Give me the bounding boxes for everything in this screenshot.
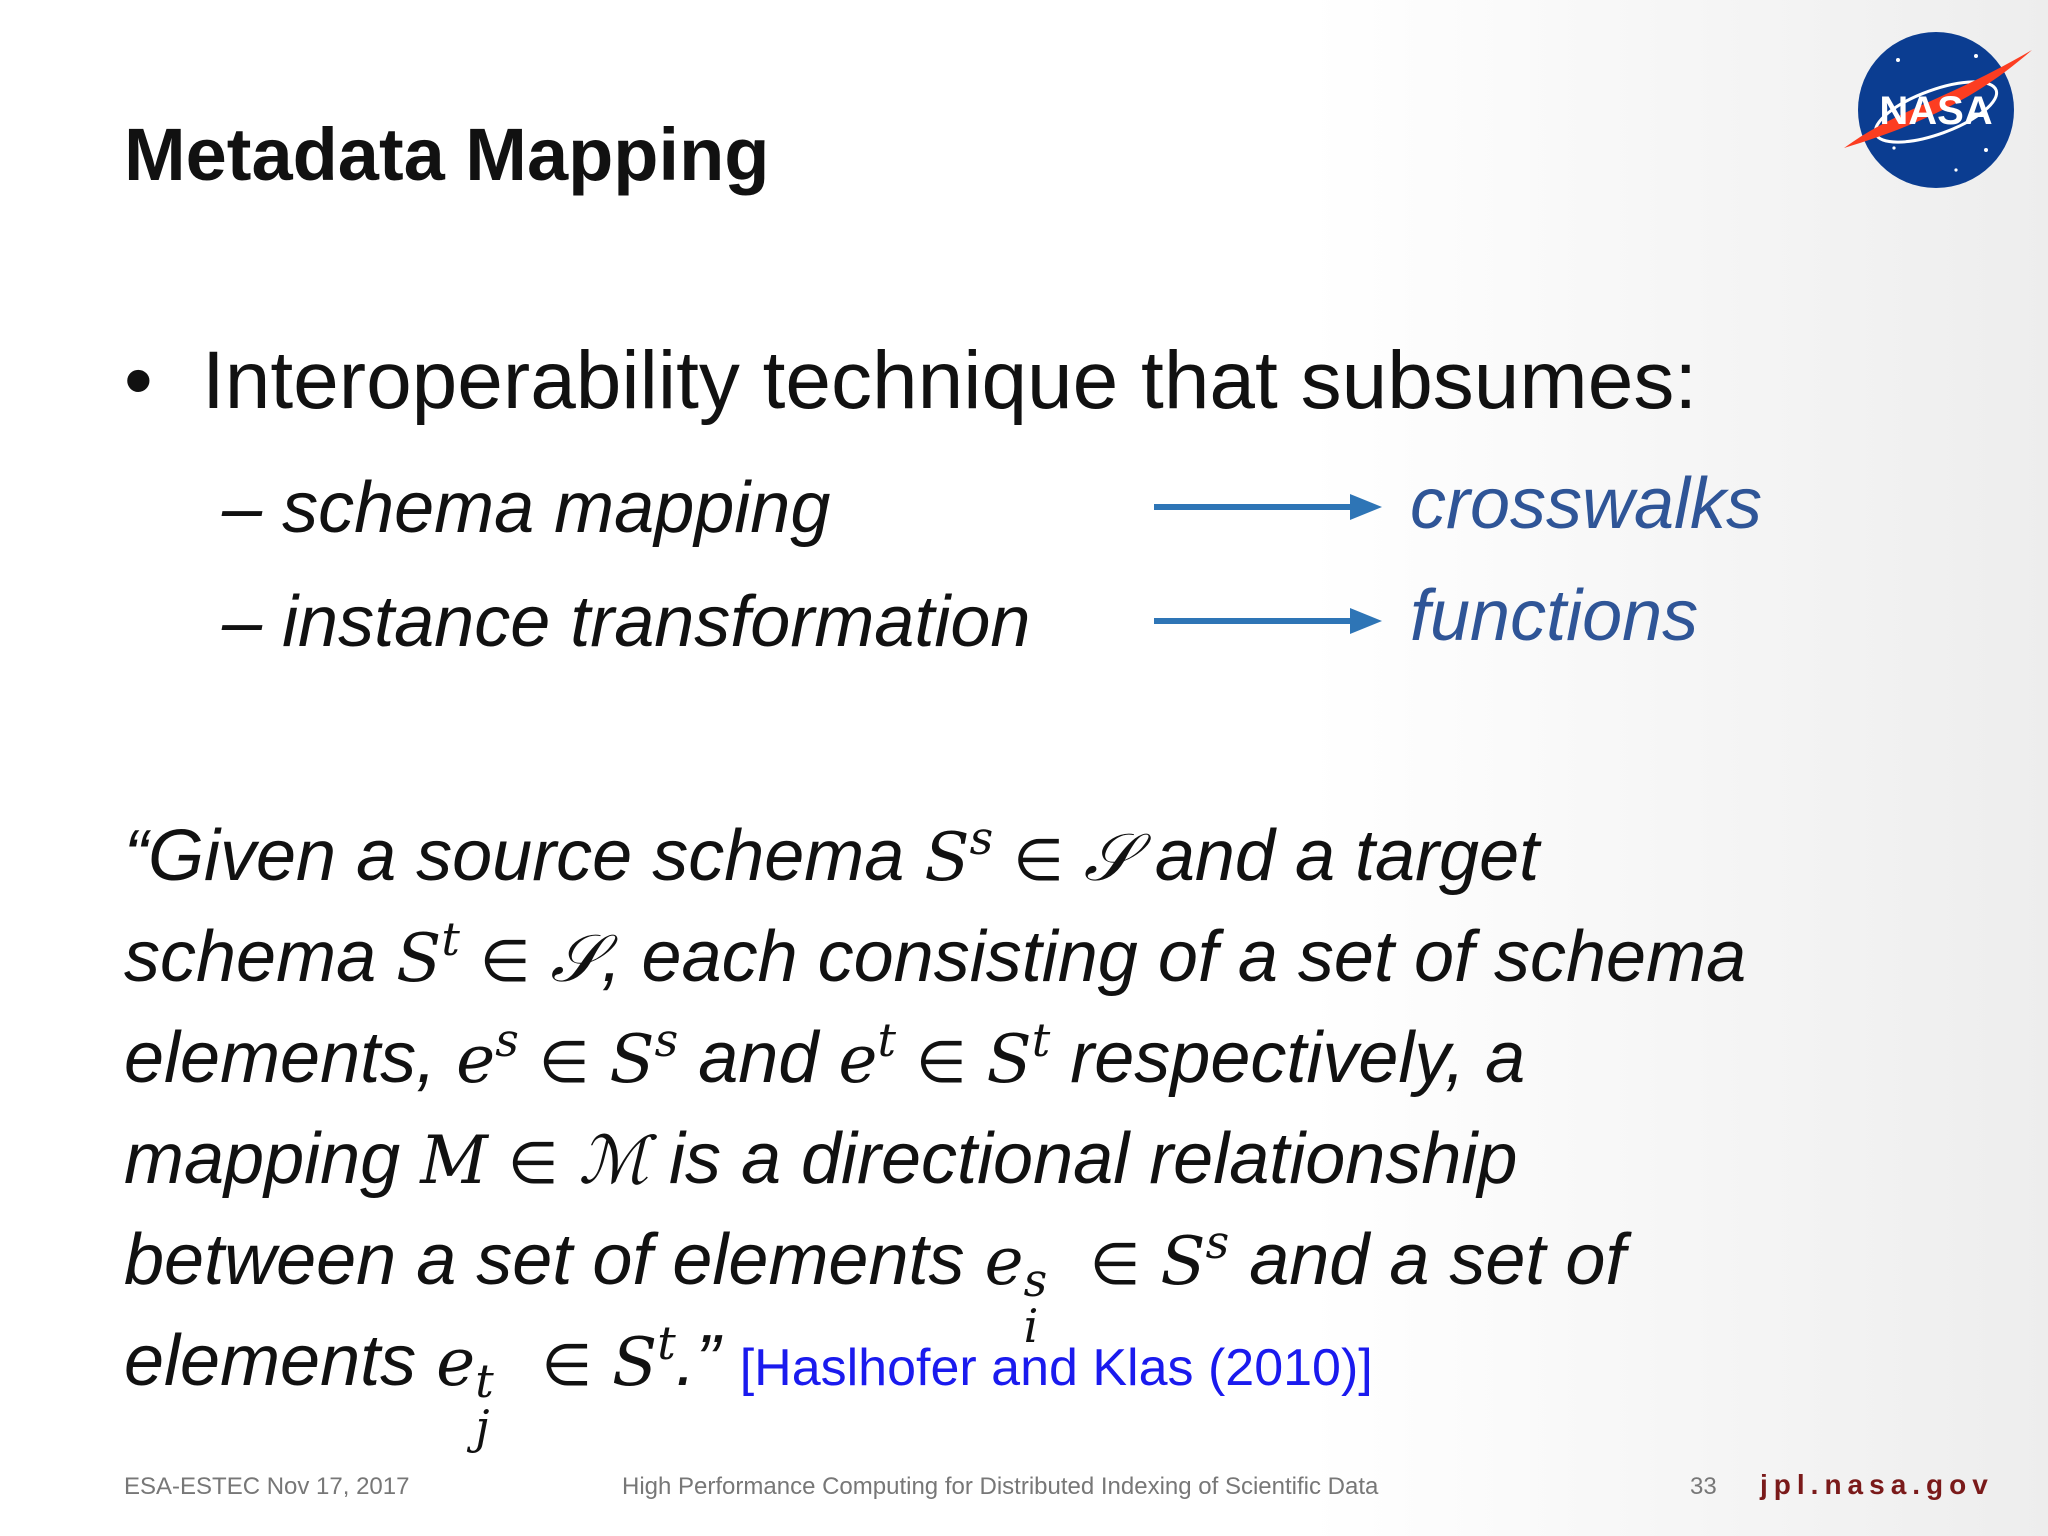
sub-item-instance-transformation	[222, 582, 1031, 662]
footer-site-url[interactable]: jpl.nasa.gov	[1760, 1469, 1994, 1500]
quote-line	[124, 909, 2004, 1010]
definition-quote	[124, 808, 2004, 1455]
right-arrow-icon	[1154, 604, 1384, 638]
math-element-of: ∈	[915, 1028, 967, 1096]
math-source-element: $e^s$	[456, 1013, 519, 1098]
math-target-schema: $S^t$	[396, 912, 460, 997]
citation-link[interactable]: [Haslhofer and Klas (2010)]	[739, 1339, 1373, 1397]
sub-item-dash: –	[222, 582, 263, 662]
sub-item-dash: –	[222, 468, 263, 548]
math-target-element-indexed: e t j	[436, 1324, 494, 1455]
math-source-schema: $S^s$	[1160, 1215, 1230, 1300]
quote-line	[124, 1111, 2004, 1212]
math-schema-set: 𝒮	[550, 920, 602, 997]
nasa-logo-text: NASA	[1879, 89, 1993, 133]
quote-text: and	[698, 1018, 819, 1098]
bullet-marker: •	[124, 335, 153, 426]
math-element-of: ∈	[538, 1028, 590, 1096]
quote-text: .”	[675, 1321, 720, 1401]
footer-event-date: ESA-ESTEC Nov 17, 2017	[124, 1473, 410, 1500]
quote-line	[124, 1212, 2004, 1354]
math-source-schema: $S^s$	[924, 811, 994, 896]
main-bullet-text: Interoperability technique that subsumes:	[202, 335, 1698, 426]
math-target-schema: $S^t$	[611, 1316, 676, 1401]
sub-item-text: schema mapping	[282, 468, 831, 548]
quote-text: and a set of	[1249, 1220, 1626, 1300]
math-mapping-set: ℳ	[578, 1122, 649, 1199]
quote-text: “Given a source schema	[124, 816, 905, 896]
sub-item-schema-mapping	[222, 468, 831, 548]
nasa-logo	[1836, 20, 2036, 200]
quote-text: between a set of elements	[124, 1220, 965, 1300]
footer-presentation-title: High Performance Computing for Distributed Indexing of Scientific Data	[622, 1473, 1379, 1500]
math-source-element-indexed: e s i	[984, 1223, 1048, 1354]
math-source-schema: $S^s$	[609, 1013, 679, 1098]
right-arrow-icon	[1154, 490, 1384, 524]
mapping-target-functions: functions	[1410, 576, 1699, 656]
quote-text: elements	[124, 1321, 417, 1401]
math-element-of: ∈	[1013, 826, 1064, 894]
quote-line	[124, 808, 2004, 909]
math-mapping: M	[420, 1122, 488, 1199]
quote-text: respectively, a	[1070, 1018, 1526, 1098]
quote-text: is a directional relationship	[668, 1119, 1518, 1199]
math-element-of: ∈	[1089, 1230, 1141, 1298]
quote-text: , each consisting of a set of schema	[601, 917, 1747, 997]
main-bullet	[124, 335, 1698, 426]
quote-line	[124, 1313, 2004, 1455]
math-element-of: ∈	[541, 1331, 592, 1399]
mapping-target-crosswalks: crosswalks	[1410, 464, 1763, 544]
math-element-of: ∈	[479, 927, 531, 995]
math-element-of: ∈	[507, 1129, 559, 1197]
math-schema-set: 𝒮	[1083, 819, 1135, 896]
footer-page-number: 33	[1690, 1473, 1717, 1500]
quote-line	[124, 1010, 2004, 1111]
quote-text: and a target	[1154, 816, 1540, 896]
quote-text: elements,	[124, 1018, 437, 1098]
quote-text: schema	[124, 917, 377, 997]
math-target-element: $e^t$	[838, 1013, 896, 1098]
slide-title: Metadata Mapping	[124, 113, 770, 196]
math-target-schema: $S^t$	[986, 1013, 1051, 1098]
sub-item-text: instance transformation	[282, 582, 1031, 662]
quote-text: mapping	[124, 1119, 401, 1199]
